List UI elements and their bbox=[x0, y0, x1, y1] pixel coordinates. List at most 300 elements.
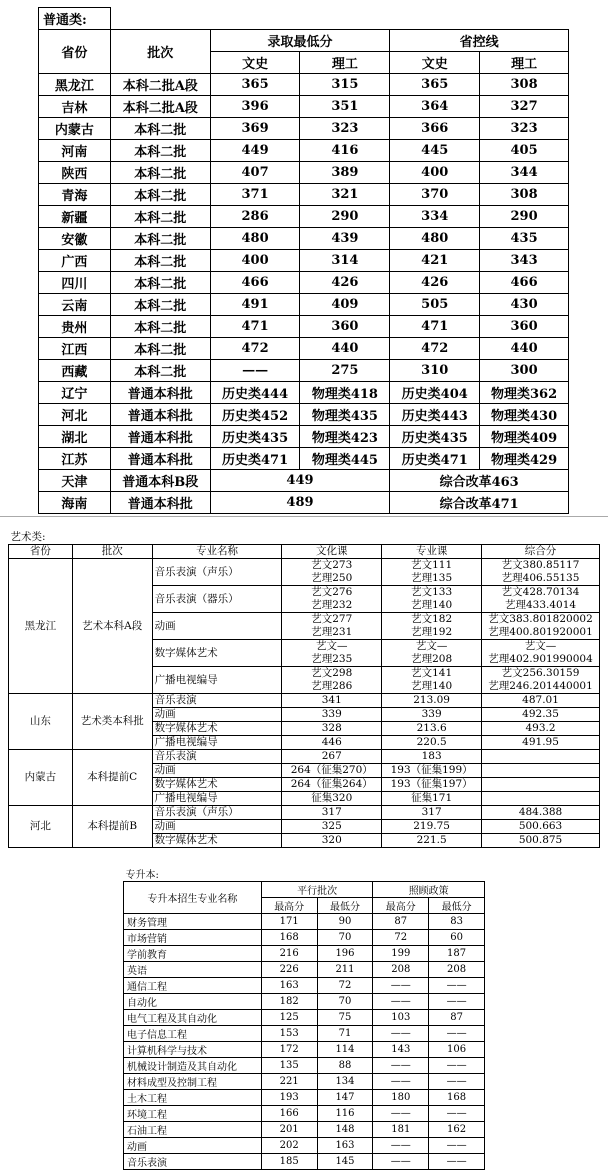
batch-cell: 本科二批 bbox=[110, 140, 210, 162]
province-cell: 云南 bbox=[39, 294, 111, 316]
parallel-max-cell: 182 bbox=[261, 994, 317, 1010]
major-cell: 广播电视编导 bbox=[152, 736, 282, 750]
major-cell: 电子信息工程 bbox=[124, 1026, 262, 1042]
min-ligong-cell: 323 bbox=[300, 118, 390, 140]
major-cell: 音乐表演 bbox=[124, 1154, 262, 1170]
upgrade-header-pmin: 最低分 bbox=[317, 898, 373, 914]
policy-max-cell: 208 bbox=[373, 962, 429, 978]
table-row bbox=[124, 1090, 485, 1106]
line-1: 艺文133 bbox=[411, 586, 453, 598]
culture-cell: 264（征集270） bbox=[282, 764, 382, 778]
province-cell: 西藏 bbox=[39, 360, 111, 382]
major-cell: 动画 bbox=[152, 764, 282, 778]
control-wenshi-cell: 472 bbox=[390, 338, 480, 360]
table-row bbox=[124, 1010, 485, 1026]
policy-min-cell: 60 bbox=[429, 930, 485, 946]
table-row bbox=[39, 404, 569, 426]
policy-max-cell: 180 bbox=[373, 1090, 429, 1106]
min-score-cell: 489 bbox=[210, 492, 390, 514]
table-row bbox=[124, 1074, 485, 1090]
parallel-min-cell: 211 bbox=[317, 962, 373, 978]
parallel-max-cell: 153 bbox=[261, 1026, 317, 1042]
min-wenshi-cell: 历史类444 bbox=[210, 382, 300, 404]
header-min-ligong: 理工 bbox=[300, 52, 390, 74]
parallel-max-cell: 216 bbox=[261, 946, 317, 962]
line-2: 艺理135 bbox=[411, 572, 453, 584]
table-row bbox=[39, 316, 569, 338]
parallel-max-cell: 201 bbox=[261, 1122, 317, 1138]
province-cell: 安徽 bbox=[39, 228, 111, 250]
control-wenshi-cell: 505 bbox=[390, 294, 480, 316]
parallel-max-cell: 166 bbox=[261, 1106, 317, 1122]
upgrade-section-label: 专升本: bbox=[124, 866, 485, 882]
composite-cell bbox=[482, 778, 600, 792]
table-row bbox=[124, 1138, 485, 1154]
batch-cell: 本科二批A段 bbox=[110, 96, 210, 118]
table-row bbox=[124, 914, 485, 930]
parallel-max-cell: 125 bbox=[261, 1010, 317, 1026]
parallel-min-cell: 196 bbox=[317, 946, 373, 962]
professional-cell: 183 bbox=[382, 750, 482, 764]
policy-max-cell: 87 bbox=[373, 914, 429, 930]
province-cell: 青海 bbox=[39, 184, 111, 206]
control-wenshi-cell: 历史类443 bbox=[390, 404, 480, 426]
policy-max-cell: 143 bbox=[373, 1042, 429, 1058]
policy-min-cell: —— bbox=[429, 1106, 485, 1122]
min-score-cell: 449 bbox=[210, 470, 390, 492]
min-ligong-cell: 360 bbox=[300, 316, 390, 338]
culture-cell bbox=[282, 559, 382, 586]
min-wenshi-cell: 407 bbox=[210, 162, 300, 184]
line-1: 艺文— bbox=[415, 640, 448, 652]
parallel-min-cell: 88 bbox=[317, 1058, 373, 1074]
line-1: 艺文276 bbox=[311, 586, 353, 598]
parallel-min-cell: 75 bbox=[317, 1010, 373, 1026]
composite-cell: 491.95 bbox=[482, 736, 600, 750]
major-cell: 动画 bbox=[124, 1138, 262, 1154]
policy-min-cell: —— bbox=[429, 1074, 485, 1090]
batch-cell: 本科二批A段 bbox=[110, 74, 210, 96]
parallel-min-cell: 71 bbox=[317, 1026, 373, 1042]
composite-cell bbox=[482, 750, 600, 764]
control-wenshi-cell: 370 bbox=[390, 184, 480, 206]
control-wenshi-cell: 历史类435 bbox=[390, 426, 480, 448]
parallel-max-cell: 171 bbox=[261, 914, 317, 930]
professional-cell: 220.5 bbox=[382, 736, 482, 750]
major-cell: 计算机科学与技术 bbox=[124, 1042, 262, 1058]
composite-cell: 500.663 bbox=[482, 820, 600, 834]
control-ligong-cell: 物理类362 bbox=[480, 382, 569, 404]
table-row bbox=[39, 74, 569, 96]
table-row bbox=[39, 140, 569, 162]
policy-max-cell: 181 bbox=[373, 1122, 429, 1138]
table-row bbox=[39, 250, 569, 272]
table-row bbox=[39, 492, 569, 514]
line-2: 艺理402.901990004 bbox=[488, 653, 593, 665]
upgrade-header-parallel: 平行批次 bbox=[261, 882, 373, 898]
batch-cell: 本科提前C bbox=[72, 750, 152, 806]
line-2: 艺理231 bbox=[311, 626, 353, 638]
line-1: 艺文— bbox=[524, 640, 557, 652]
professional-cell: 193（征集199） bbox=[382, 764, 482, 778]
table-row bbox=[9, 750, 600, 764]
professional-cell: 317 bbox=[382, 806, 482, 820]
control-ligong-cell: 343 bbox=[480, 250, 569, 272]
major-cell: 动画 bbox=[152, 820, 282, 834]
control-line-cell: 综合改革471 bbox=[390, 492, 569, 514]
header-min-score: 录取最低分 bbox=[210, 30, 390, 52]
table-row bbox=[39, 360, 569, 382]
header-province: 省份 bbox=[39, 30, 111, 74]
min-ligong-cell: 物理类423 bbox=[300, 426, 390, 448]
min-ligong-cell: 314 bbox=[300, 250, 390, 272]
professional-cell bbox=[382, 586, 482, 613]
control-ligong-cell: 440 bbox=[480, 338, 569, 360]
policy-min-cell: —— bbox=[429, 1026, 485, 1042]
batch-cell: 本科二批 bbox=[110, 272, 210, 294]
batch-cell: 艺术本科A段 bbox=[72, 559, 152, 694]
art-header-province: 省份 bbox=[9, 545, 73, 559]
province-cell: 陕西 bbox=[39, 162, 111, 184]
line-2: 艺理140 bbox=[411, 680, 453, 692]
professional-cell: 213.09 bbox=[382, 694, 482, 708]
major-cell: 环境工程 bbox=[124, 1106, 262, 1122]
table-row bbox=[39, 206, 569, 228]
control-ligong-cell: 360 bbox=[480, 316, 569, 338]
table-row bbox=[39, 272, 569, 294]
min-ligong-cell: 321 bbox=[300, 184, 390, 206]
control-ligong-cell: 290 bbox=[480, 206, 569, 228]
culture-cell: 264（征集264） bbox=[282, 778, 382, 792]
major-cell: 材料成型及控制工程 bbox=[124, 1074, 262, 1090]
control-ligong-cell: 430 bbox=[480, 294, 569, 316]
major-cell: 自动化 bbox=[124, 994, 262, 1010]
line-2: 艺理250 bbox=[311, 572, 353, 584]
policy-min-cell: 208 bbox=[429, 962, 485, 978]
culture-cell bbox=[282, 613, 382, 640]
policy-max-cell: —— bbox=[373, 1058, 429, 1074]
upgrade-header-pmax: 最高分 bbox=[261, 898, 317, 914]
policy-min-cell: 187 bbox=[429, 946, 485, 962]
policy-min-cell: 162 bbox=[429, 1122, 485, 1138]
professional-cell: 219.75 bbox=[382, 820, 482, 834]
header-control-line: 省控线 bbox=[390, 30, 569, 52]
culture-cell: 328 bbox=[282, 722, 382, 736]
line-2: 艺理192 bbox=[411, 626, 453, 638]
province-cell: 山东 bbox=[9, 694, 73, 750]
min-ligong-cell: 275 bbox=[300, 360, 390, 382]
professional-cell: 221.5 bbox=[382, 834, 482, 848]
table-row bbox=[124, 946, 485, 962]
policy-min-cell: 83 bbox=[429, 914, 485, 930]
composite-cell bbox=[482, 640, 600, 667]
parallel-min-cell: 70 bbox=[317, 994, 373, 1010]
major-cell: 数字媒体艺术 bbox=[152, 722, 282, 736]
parallel-min-cell: 70 bbox=[317, 930, 373, 946]
major-cell: 数字媒体艺术 bbox=[152, 778, 282, 792]
line-2: 艺理140 bbox=[411, 599, 453, 611]
line-2: 艺理246.201440001 bbox=[488, 680, 593, 692]
major-cell: 财务管理 bbox=[124, 914, 262, 930]
min-wenshi-cell: 466 bbox=[210, 272, 300, 294]
header-min-wenshi: 文史 bbox=[210, 52, 300, 74]
table-row bbox=[124, 1058, 485, 1074]
batch-cell: 本科二批 bbox=[110, 294, 210, 316]
culture-cell: 446 bbox=[282, 736, 382, 750]
min-ligong-cell: 290 bbox=[300, 206, 390, 228]
culture-cell: 320 bbox=[282, 834, 382, 848]
professional-cell bbox=[382, 613, 482, 640]
culture-cell: 317 bbox=[282, 806, 382, 820]
min-wenshi-cell: 472 bbox=[210, 338, 300, 360]
upgrade-header-policy: 照顾政策 bbox=[373, 882, 485, 898]
art-header-culture: 文化课 bbox=[282, 545, 382, 559]
control-wenshi-cell: 365 bbox=[390, 74, 480, 96]
policy-max-cell: —— bbox=[373, 994, 429, 1010]
table-row bbox=[124, 994, 485, 1010]
composite-cell bbox=[482, 764, 600, 778]
parallel-max-cell: 168 bbox=[261, 930, 317, 946]
min-ligong-cell: 440 bbox=[300, 338, 390, 360]
batch-cell: 本科二批 bbox=[110, 118, 210, 140]
province-cell: 内蒙古 bbox=[39, 118, 111, 140]
min-ligong-cell: 物理类445 bbox=[300, 448, 390, 470]
parallel-min-cell: 148 bbox=[317, 1122, 373, 1138]
parallel-min-cell: 114 bbox=[317, 1042, 373, 1058]
control-ligong-cell: 308 bbox=[480, 74, 569, 96]
batch-cell: 本科二批 bbox=[110, 228, 210, 250]
min-ligong-cell: 416 bbox=[300, 140, 390, 162]
header-batch: 批次 bbox=[110, 30, 210, 74]
line-1: 艺文383.801820002 bbox=[488, 613, 593, 625]
table-row bbox=[124, 1042, 485, 1058]
control-wenshi-cell: 310 bbox=[390, 360, 480, 382]
min-ligong-cell: 426 bbox=[300, 272, 390, 294]
batch-cell: 本科二批 bbox=[110, 338, 210, 360]
batch-cell: 本科二批 bbox=[110, 250, 210, 272]
line-1: 艺文111 bbox=[411, 559, 453, 571]
composite-cell: 493.2 bbox=[482, 722, 600, 736]
table-row bbox=[39, 470, 569, 492]
art-section-label: 艺术类: bbox=[9, 531, 600, 545]
professional-cell bbox=[382, 640, 482, 667]
line-2: 艺理400.801920001 bbox=[488, 626, 593, 638]
policy-max-cell: —— bbox=[373, 1154, 429, 1170]
batch-cell: 普通本科批 bbox=[110, 492, 210, 514]
province-cell: 江西 bbox=[39, 338, 111, 360]
control-wenshi-cell: 400 bbox=[390, 162, 480, 184]
province-cell: 江苏 bbox=[39, 448, 111, 470]
table-row bbox=[9, 806, 600, 820]
min-wenshi-cell: 371 bbox=[210, 184, 300, 206]
professional-cell: 193（征集197） bbox=[382, 778, 482, 792]
control-ligong-cell: 300 bbox=[480, 360, 569, 382]
table-row bbox=[124, 1106, 485, 1122]
major-cell: 音乐表演（声乐） bbox=[152, 559, 282, 586]
min-wenshi-cell: 471 bbox=[210, 316, 300, 338]
control-wenshi-cell: 471 bbox=[390, 316, 480, 338]
batch-cell: 本科二批 bbox=[110, 162, 210, 184]
control-wenshi-cell: 426 bbox=[390, 272, 480, 294]
major-cell: 通信工程 bbox=[124, 978, 262, 994]
control-wenshi-cell: 445 bbox=[390, 140, 480, 162]
min-wenshi-cell: 历史类435 bbox=[210, 426, 300, 448]
composite-cell bbox=[482, 667, 600, 694]
line-1: 艺文141 bbox=[411, 667, 453, 679]
control-ligong-cell: 物理类430 bbox=[480, 404, 569, 426]
parallel-max-cell: 221 bbox=[261, 1074, 317, 1090]
composite-cell bbox=[482, 559, 600, 586]
control-ligong-cell: 466 bbox=[480, 272, 569, 294]
min-wenshi-cell: 365 bbox=[210, 74, 300, 96]
upgrade-header-major: 专升本招生专业名称 bbox=[124, 882, 262, 914]
control-wenshi-cell: 366 bbox=[390, 118, 480, 140]
major-cell: 动画 bbox=[152, 613, 282, 640]
line-1: 艺文273 bbox=[311, 559, 353, 571]
major-cell: 机械设计制造及其自动化 bbox=[124, 1058, 262, 1074]
table-row bbox=[124, 930, 485, 946]
table-row bbox=[39, 184, 569, 206]
min-ligong-cell: 物理类435 bbox=[300, 404, 390, 426]
min-wenshi-cell: 449 bbox=[210, 140, 300, 162]
line-1: 艺文256.30159 bbox=[501, 667, 580, 679]
policy-max-cell: —— bbox=[373, 1026, 429, 1042]
province-cell: 河北 bbox=[39, 404, 111, 426]
section-divider bbox=[0, 516, 608, 517]
parallel-min-cell: 90 bbox=[317, 914, 373, 930]
parallel-min-cell: 145 bbox=[317, 1154, 373, 1170]
parallel-max-cell: 163 bbox=[261, 978, 317, 994]
min-wenshi-cell: 480 bbox=[210, 228, 300, 250]
major-cell: 音乐表演 bbox=[152, 750, 282, 764]
general-section-label: 普通类: bbox=[39, 8, 111, 30]
line-1: 艺文182 bbox=[411, 613, 453, 625]
line-2: 艺理232 bbox=[311, 599, 353, 611]
major-cell: 英语 bbox=[124, 962, 262, 978]
upgrade-header-cmin: 最低分 bbox=[429, 898, 485, 914]
line-1: 艺文— bbox=[316, 640, 348, 652]
policy-min-cell: —— bbox=[429, 1138, 485, 1154]
policy-min-cell: —— bbox=[429, 1154, 485, 1170]
parallel-max-cell: 135 bbox=[261, 1058, 317, 1074]
min-wenshi-cell: 286 bbox=[210, 206, 300, 228]
policy-max-cell: —— bbox=[373, 1138, 429, 1154]
major-cell: 数字媒体艺术 bbox=[152, 640, 282, 667]
province-cell: 海南 bbox=[39, 492, 111, 514]
control-wenshi-cell: 364 bbox=[390, 96, 480, 118]
min-wenshi-cell: 369 bbox=[210, 118, 300, 140]
line-1: 艺文298 bbox=[311, 667, 353, 679]
province-cell: 河北 bbox=[9, 806, 73, 848]
batch-cell: 普通本科批 bbox=[110, 404, 210, 426]
parallel-min-cell: 134 bbox=[317, 1074, 373, 1090]
table-row bbox=[124, 978, 485, 994]
parallel-min-cell: 116 bbox=[317, 1106, 373, 1122]
batch-cell: 本科二批 bbox=[110, 206, 210, 228]
batch-cell: 本科二批 bbox=[110, 316, 210, 338]
province-cell: 黑龙江 bbox=[39, 74, 111, 96]
table-row bbox=[39, 382, 569, 404]
province-cell: 天津 bbox=[39, 470, 111, 492]
upgrade-header-cmax: 最高分 bbox=[373, 898, 429, 914]
composite-cell bbox=[482, 586, 600, 613]
control-ligong-cell: 308 bbox=[480, 184, 569, 206]
province-cell: 黑龙江 bbox=[9, 559, 73, 694]
batch-cell: 艺术类本科批 bbox=[72, 694, 152, 750]
control-wenshi-cell: 421 bbox=[390, 250, 480, 272]
major-cell: 音乐表演 bbox=[152, 694, 282, 708]
parallel-min-cell: 72 bbox=[317, 978, 373, 994]
policy-min-cell: 106 bbox=[429, 1042, 485, 1058]
major-cell: 土木工程 bbox=[124, 1090, 262, 1106]
batch-cell: 本科提前B bbox=[72, 806, 152, 848]
batch-cell: 普通本科批 bbox=[110, 382, 210, 404]
art-header-batch: 批次 bbox=[72, 545, 152, 559]
table-row bbox=[9, 694, 600, 708]
major-cell: 学前教育 bbox=[124, 946, 262, 962]
header-ctl-ligong: 理工 bbox=[480, 52, 569, 74]
parallel-min-cell: 147 bbox=[317, 1090, 373, 1106]
table-row bbox=[124, 1154, 485, 1170]
culture-cell: 征集320 bbox=[282, 792, 382, 806]
major-cell: 数字媒体艺术 bbox=[152, 834, 282, 848]
min-wenshi-cell: 491 bbox=[210, 294, 300, 316]
min-wenshi-cell: 400 bbox=[210, 250, 300, 272]
control-ligong-cell: 405 bbox=[480, 140, 569, 162]
province-cell: 河南 bbox=[39, 140, 111, 162]
batch-cell: 普通本科B段 bbox=[110, 470, 210, 492]
table-row bbox=[39, 294, 569, 316]
culture-cell bbox=[282, 640, 382, 667]
province-cell: 广西 bbox=[39, 250, 111, 272]
table-row bbox=[39, 96, 569, 118]
table-row bbox=[39, 162, 569, 184]
art-header-composite: 综合分 bbox=[482, 545, 600, 559]
batch-cell: 本科二批 bbox=[110, 184, 210, 206]
min-ligong-cell: 389 bbox=[300, 162, 390, 184]
major-cell: 广播电视编导 bbox=[152, 667, 282, 694]
province-cell: 吉林 bbox=[39, 96, 111, 118]
control-wenshi-cell: 历史类404 bbox=[390, 382, 480, 404]
table-row bbox=[39, 228, 569, 250]
province-cell: 新疆 bbox=[39, 206, 111, 228]
table-row bbox=[39, 448, 569, 470]
header-ctl-wenshi: 文史 bbox=[390, 52, 480, 74]
policy-max-cell: 199 bbox=[373, 946, 429, 962]
line-1: 艺文277 bbox=[311, 613, 353, 625]
culture-cell: 325 bbox=[282, 820, 382, 834]
province-cell: 内蒙古 bbox=[9, 750, 73, 806]
batch-cell: 本科二批 bbox=[110, 360, 210, 382]
min-wenshi-cell: 历史类471 bbox=[210, 448, 300, 470]
composite-cell: 500.875 bbox=[482, 834, 600, 848]
policy-max-cell: —— bbox=[373, 978, 429, 994]
min-ligong-cell: 物理类418 bbox=[300, 382, 390, 404]
control-ligong-cell: 344 bbox=[480, 162, 569, 184]
policy-min-cell: 87 bbox=[429, 1010, 485, 1026]
policy-min-cell: —— bbox=[429, 978, 485, 994]
major-cell: 石油工程 bbox=[124, 1122, 262, 1138]
culture-cell bbox=[282, 667, 382, 694]
control-wenshi-cell: 历史类471 bbox=[390, 448, 480, 470]
culture-cell: 267 bbox=[282, 750, 382, 764]
control-ligong-cell: 323 bbox=[480, 118, 569, 140]
min-ligong-cell: 439 bbox=[300, 228, 390, 250]
major-cell: 音乐表演（器乐） bbox=[152, 586, 282, 613]
line-2: 艺理406.55135 bbox=[501, 572, 580, 584]
table-row bbox=[9, 559, 600, 586]
parallel-max-cell: 172 bbox=[261, 1042, 317, 1058]
